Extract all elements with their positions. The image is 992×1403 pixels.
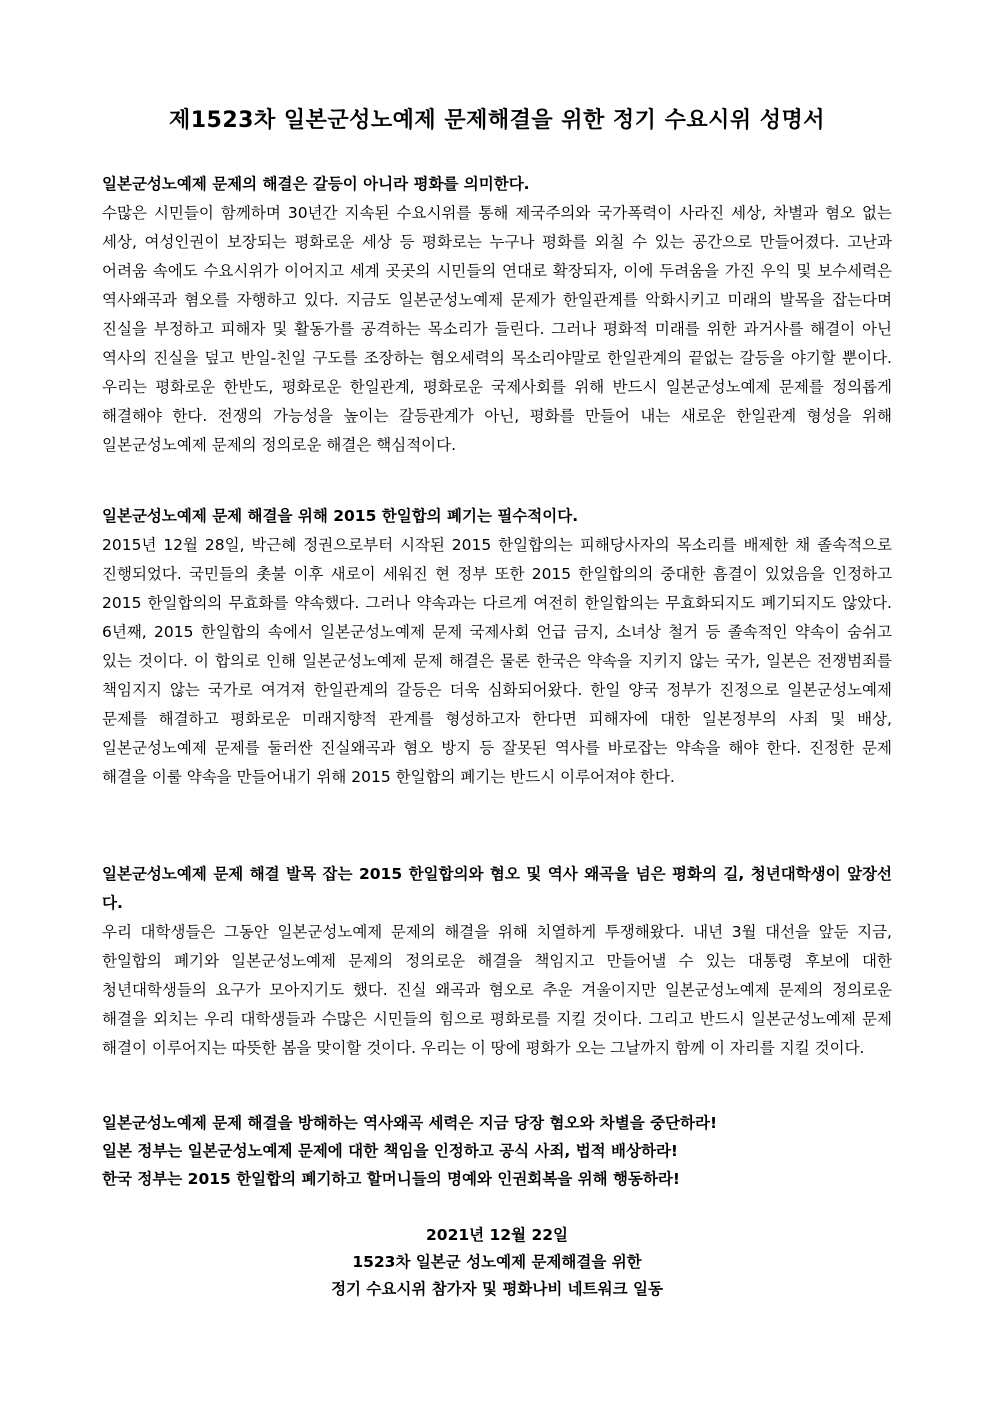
slogan-1: 일본군성노예제 문제 해결을 방해하는 역사왜곡 세력은 지금 당장 혐오와 차별을 중단하라! (102, 1114, 718, 1132)
section-3-heading: 일본군성노예제 문제 해결 발목 잡는 2015 한일합의와 혐오 및 역사 왜곡을 넘은 평화의 길, 청년대학생이 앞장선다. (102, 865, 892, 912)
slogan-3: 한국 정부는 2015 한일합의 폐기하고 할머니들의 명예와 인권회복을 위해 행동하라! (102, 1170, 680, 1188)
section-1-heading: 일본군성노예제 문제의 해결은 갈등이 아니라 평화를 의미한다. (102, 175, 530, 193)
section-1-body: 수많은 시민들이 함께하며 30년간 지속된 수요시위를 통해 제국주의와 국가폭력이 사라진 세상, 차별과 혐오 없는 세상, 여성인권이 보장되는 평화로운 세상 등 평화로는 누구나 평화를 외칠 수 있는 공간으로 만들어졌다. 고난과 어려움 속에도 수요시위가 이어지고 세계 곳곳의 시민들의 연대로 확장되자, 이에 두려움을 가진 우익 및 보수세력은 역사왜곡과 혐오를 자행하고 있다. 지금도 일본군성노예제 문제가 한일관계를 악화시키고 미래의 발목을 잡는다며 진실을 부정하고 피해자 및 활동가를 공격하는 목소리가 들린다. 그러나 평화적 미래를 위한 과거사를 해결이 아닌 역사의 진실을 덮고 반일-친일 구도를 조장하는 혐오세력의 목소리야말로 한일관계의 끝없는 갈등을 야기할 뿐이다. 우리는 평화로운 한반도, 평화로운 한일관계, 평화로운 국제사회를 위해 반드시 일본군성노예제 문제를 정의롭게 해결해야 한다. 전쟁의 가능성을 높이는 갈등관계가 아닌, 평화를 만들어 내는 새로운 한일관계 형성을 위해 일본군성노예제 문제의 정의로운 해결은 핵심적이다. (102, 204, 892, 454)
section-2-heading: 일본군성노예제 문제 해결을 위해 2015 한일합의 폐기는 필수적이다. (102, 507, 579, 525)
section-2 (102, 502, 892, 792)
signature-line-2: 정기 수요시위 참가자 및 평화나비 네트워크 일동 (331, 1280, 663, 1298)
section-1 (102, 170, 892, 460)
section-3-body: 우리 대학생들은 그동안 일본군성노예제 문제의 해결을 위해 치열하게 투쟁해왔다. 내년 3월 대선을 앞둔 지금, 한일합의 폐기와 일본군성노예제 문제의 정의로운 해결을 책임지고 만들어낼 수 있는 대통령 후보에 대한 청년대학생들의 요구가 모아지기도 했다. 진실 왜곡과 혐오로 추운 겨울이지만 일본군성노예제 문제의 정의로운 해결을 외치는 우리 대학생들과 수많은 시민들의 힘으로 평화로를 지킬 것이다. 그리고 반드시 일본군성노예제 문제 해결이 이루어지는 따뜻한 봄을 맞이할 것이다. 우리는 이 땅에 평화가 오는 그날까지 함께 이 자리를 지킬 것이다. (102, 923, 892, 1057)
slogan-2: 일본 정부는 일본군성노예제 문제에 대한 책임을 인정하고 공식 사죄, 법적 배상하라! (102, 1142, 679, 1160)
slogan-list (102, 1109, 892, 1193)
section-3 (102, 860, 892, 1063)
section-2-body: 2015년 12월 28일, 박근혜 정권으로부터 시작된 2015 한일합의는 피해당사자의 목소리를 배제한 채 졸속적으로 진행되었다. 국민들의 촛불 이후 새로이 세워진 현 정부 또한 2015 한일합의의 중대한 흠결이 있었음을 인정하고 2015 한일합의의 무효화를 약속했다. 그러나 약속과는 다르게 여전히 한일합의는 무효화되지도 폐기되지도 않았다. 6년째, 2015 한일합의 속에서 일본군성노예제 문제 국제사회 언급 금지, 소녀상 철거 등 졸속적인 약속이 숨쉬고 있는 것이다. 이 합의로 인해 일본군성노예제 문제 해결은 물론 한국은 약속을 지키지 않는 국가, 일본은 전쟁범죄를 책임지지 않는 국가로 여겨져 한일관계의 갈등은 더욱 심화되어왔다. 한일 양국 정부가 진정으로 일본군성노예제 문제를 해결하고 평화로운 미래지향적 관계를 형성하고자 한다면 피해자에 대한 일본정부의 사죄 및 배상, 일본군성노예제 문제를 둘러싼 진실왜곡과 혐오 방지 등 잘못된 역사를 바로잡는 약속을 해야 한다. 진정한 문제 해결을 이룰 약속을 만들어내기 위해 2015 한일합의 폐기는 반드시 이루어져야 한다. (102, 536, 892, 786)
signature-line-1: 1523차 일본군 성노예제 문제해결을 위한 (352, 1253, 642, 1271)
signature-block (102, 1222, 892, 1303)
signature-date: 2021년 12월 22일 (426, 1226, 568, 1244)
document-title: 제1523차 일본군성노예제 문제해결을 위한 정기 수요시위 성명서 (169, 108, 825, 133)
